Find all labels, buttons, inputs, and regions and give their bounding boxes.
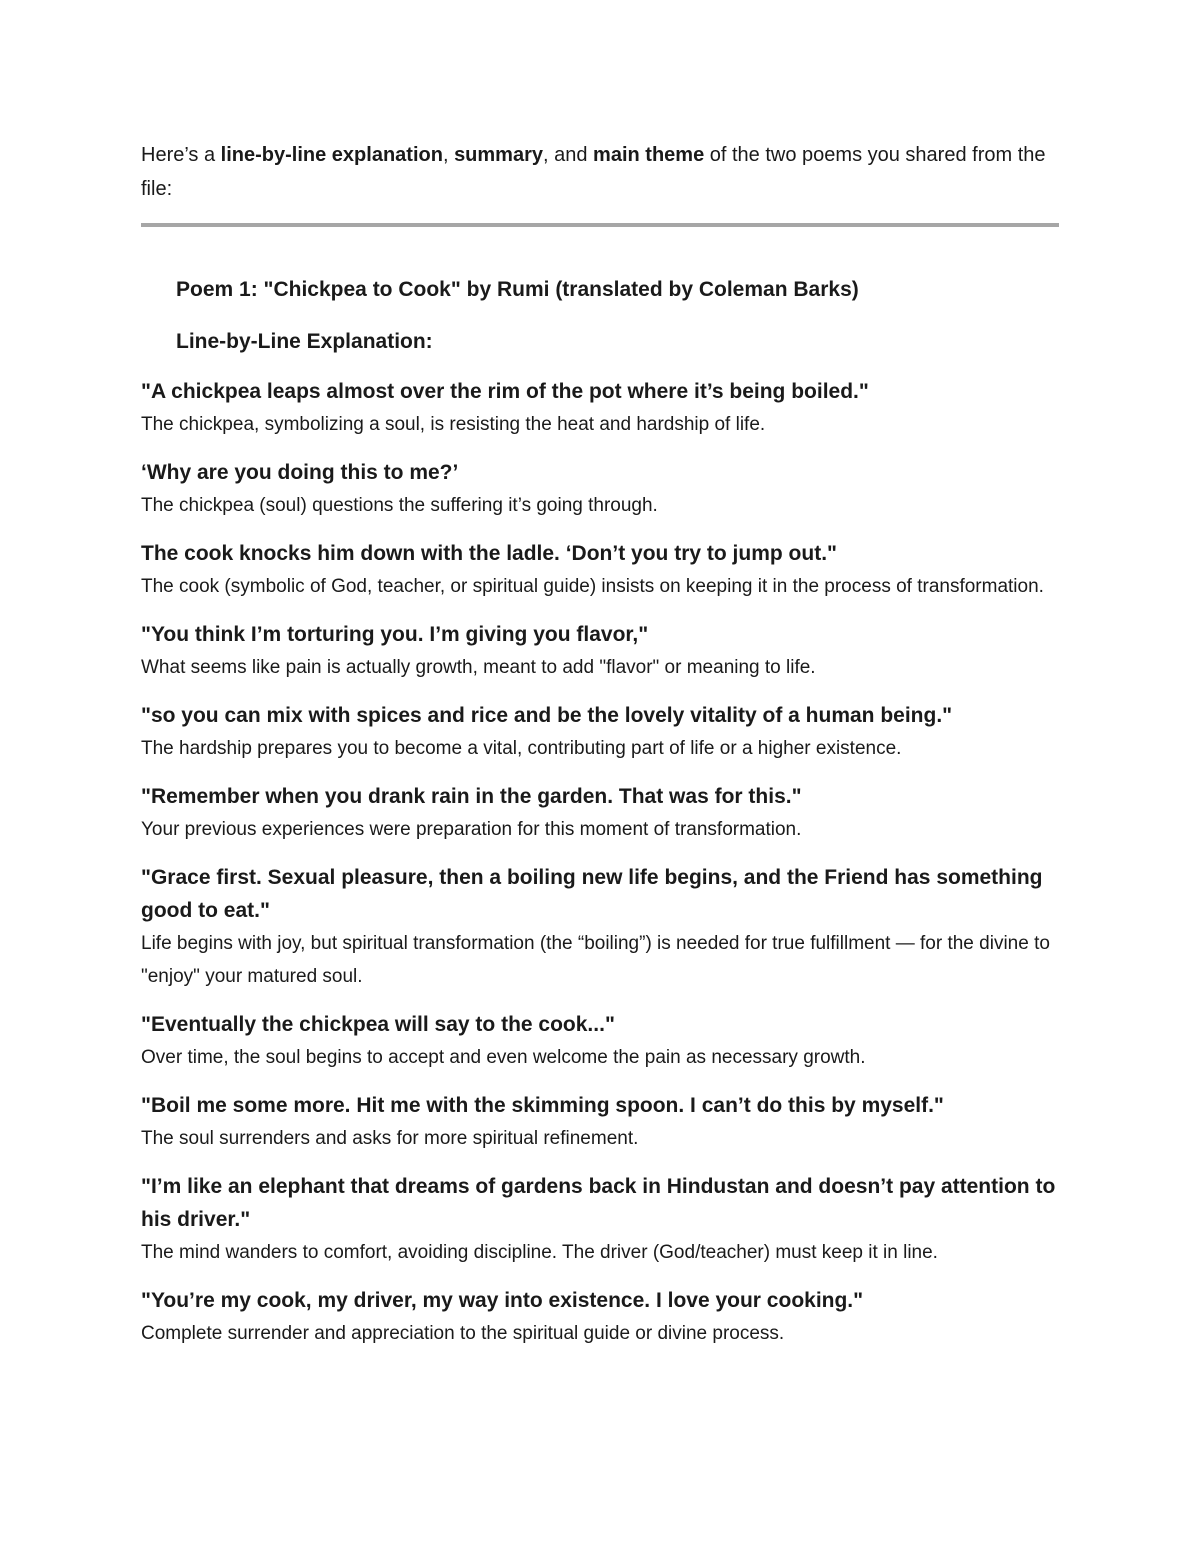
list-item [141, 1284, 1059, 1350]
poem-line-explanation: The cook (symbolic of God, teacher, or spiritual guide) insists on keeping it in the process of transformation. [141, 576, 1044, 597]
poem-line-explanation: Life begins with joy, but spiritual transformation (the “boiling”) is needed for true fulfillment — for the divine to "enjoy" your matured soul. [141, 933, 1050, 987]
list-item [141, 1089, 1059, 1155]
list-item [141, 861, 1059, 993]
poem-heading: Poem 1: "Chickpea to Cook" by Rumi (translated by Coleman Barks) [176, 278, 859, 301]
poem-line-explanation: Your previous experiences were preparation for this moment of transformation. [141, 819, 802, 840]
poem-line-explanation: Complete surrender and appreciation to the spiritual guide or divine process. [141, 1323, 785, 1344]
explanation-list [141, 375, 1059, 1350]
list-item [141, 456, 1059, 522]
section-heading: Line-by-Line Explanation: [176, 330, 433, 353]
poem-line-quote: "I’m like an elephant that dreams of gardens back in Hindustan and doesn’t pay attention to his driver." [141, 1175, 1056, 1231]
poem-line-quote: ‘Why are you doing this to me?’ [141, 461, 459, 484]
poem-line-quote: The cook knocks him down with the ladle. ‘Don’t you try to jump out." [141, 542, 837, 565]
list-item [141, 1008, 1059, 1074]
list-item [141, 537, 1059, 603]
poem-line-quote: "Eventually the chickpea will say to the cook..." [141, 1013, 615, 1036]
poem-line-explanation: The mind wanders to comfort, avoiding discipline. The driver (God/teacher) must keep it in line. [141, 1242, 938, 1263]
list-item [141, 618, 1059, 684]
horizontal-divider [141, 223, 1059, 227]
intro-bold-summary: summary [454, 144, 543, 166]
list-item [141, 375, 1059, 441]
poem-line-quote: "Grace first. Sexual pleasure, then a boiling new life begins, and the Friend has something good to eat." [141, 866, 1043, 922]
poem-line-explanation: What seems like pain is actually growth, meant to add "flavor" or meaning to life. [141, 657, 816, 678]
poem-line-quote: "so you can mix with spices and rice and be the lovely vitality of a human being." [141, 704, 953, 727]
poem-line-quote: "You’re my cook, my driver, my way into existence. I love your cooking." [141, 1289, 864, 1312]
intro-bold-main-theme: main theme [593, 144, 705, 166]
intro-text-1: Here’s a [141, 144, 221, 166]
list-item [141, 699, 1059, 765]
intro-paragraph [141, 138, 1059, 206]
intro-text-2: , [442, 144, 455, 166]
intro-text-3: , and [543, 144, 594, 166]
poem-line-explanation: The hardship prepares you to become a vital, contributing part of life or a higher existence. [141, 738, 902, 759]
document-page [141, 138, 1059, 1365]
poem-line-quote: "Remember when you drank rain in the garden. That was for this." [141, 785, 802, 808]
intro-bold-line-by-line: line-by-line explanation [220, 144, 443, 166]
poem-line-quote: "You think I’m torturing you. I’m giving you flavor," [141, 623, 649, 646]
intro-text-4: of the two poems you shared from the file: [141, 144, 1046, 200]
poem-line-explanation: The soul surrenders and asks for more spiritual refinement. [141, 1128, 639, 1149]
poem-line-explanation: Over time, the soul begins to accept and even welcome the pain as necessary growth. [141, 1047, 866, 1068]
poem-line-quote: "Boil me some more. Hit me with the skimming spoon. I can’t do this by myself." [141, 1094, 944, 1117]
poem-line-quote: "A chickpea leaps almost over the rim of the pot where it’s being boiled." [141, 380, 869, 403]
list-item [141, 1170, 1059, 1269]
list-item [141, 780, 1059, 846]
poem-line-explanation: The chickpea, symbolizing a soul, is resisting the heat and hardship of life. [141, 414, 766, 435]
poem-line-explanation: The chickpea (soul) questions the suffering it’s going through. [141, 495, 658, 516]
